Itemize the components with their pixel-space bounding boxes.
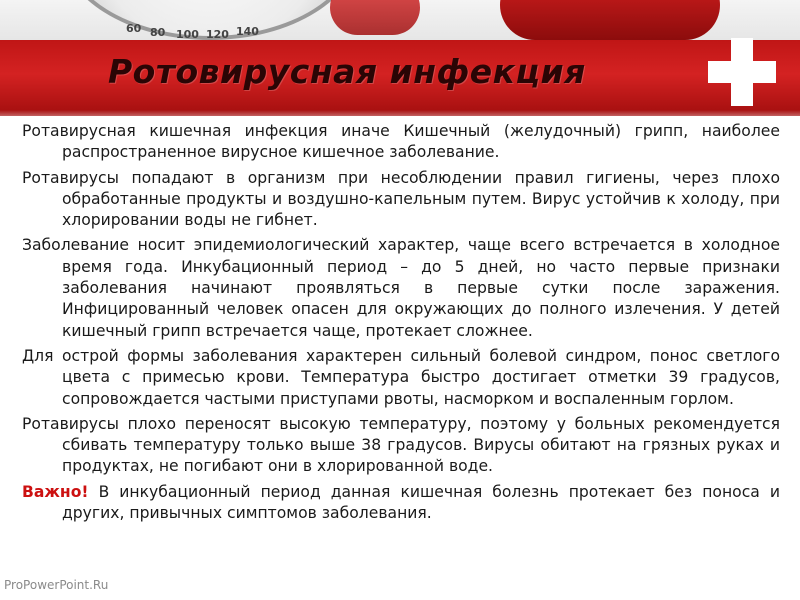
important-paragraph [22,482,780,525]
important-text: В инкубационный период данная кишечная болезнь протекает без поноса и других, привычных симптомов заболевания. [62,482,780,523]
gauge-number: 120 [206,28,229,40]
header-photo [0,0,800,40]
medical-cross-icon [708,38,776,106]
gauge-number: 140 [236,25,259,38]
paragraph: Ротавирусная кишечная инфекция иначе Кишечный (желудочный) грипп, наиболее распространенное вирусное кишечное заболевание. [22,122,780,162]
gauge-number: 100 [176,28,199,40]
paragraph: Заболевание носит эпидемиологический характер, чаще всего встречается в холодное время года. Инкубационный период – до 5 дней, но часто первые признаки заболевания начинают проявляться в первые сутки после заражения. Инфицированный человек опасен для окружающих до полного излечения. У детей кишечный грипп встречается чаще, протекает сложнее. [22,236,780,340]
slide-body [22,121,780,528]
paragraph: Ротавирусы плохо переносят высокую температуру, поэтому у больных рекомендуется сбивать температуру только выше 38 градусов. Вирусы обитают на грязных руках и продуктах, не погибают они в хлорированной воде. [22,414,780,476]
slide-title: Ротовирусная инфекция [108,52,586,91]
red-tube-image [500,0,720,40]
gauge-number: 60 [126,22,142,35]
gauge-number: 80 [150,26,166,39]
important-label: Важно! [22,482,89,501]
pressure-gauge-image [60,0,360,40]
paragraph: Ротавирусы попадают в организм при несоблюдении правил гигиены, через плохо обработанные продукты и воздушно-капельным путем. Вирус устойчив к холоду, при хлорировании воды не гибнет. [22,168,780,230]
watermark: ProPowerPoint.Ru [4,578,109,592]
paragraph: Для острой формы заболевания характерен сильный болевой синдром, понос светлого цвета с примесью крови. Температура быстро достигает отметки 39 градусов, сопровождается частыми приступами рвоты, насморком и воспаленным горлом. [22,346,780,408]
red-tube-image [330,0,420,35]
